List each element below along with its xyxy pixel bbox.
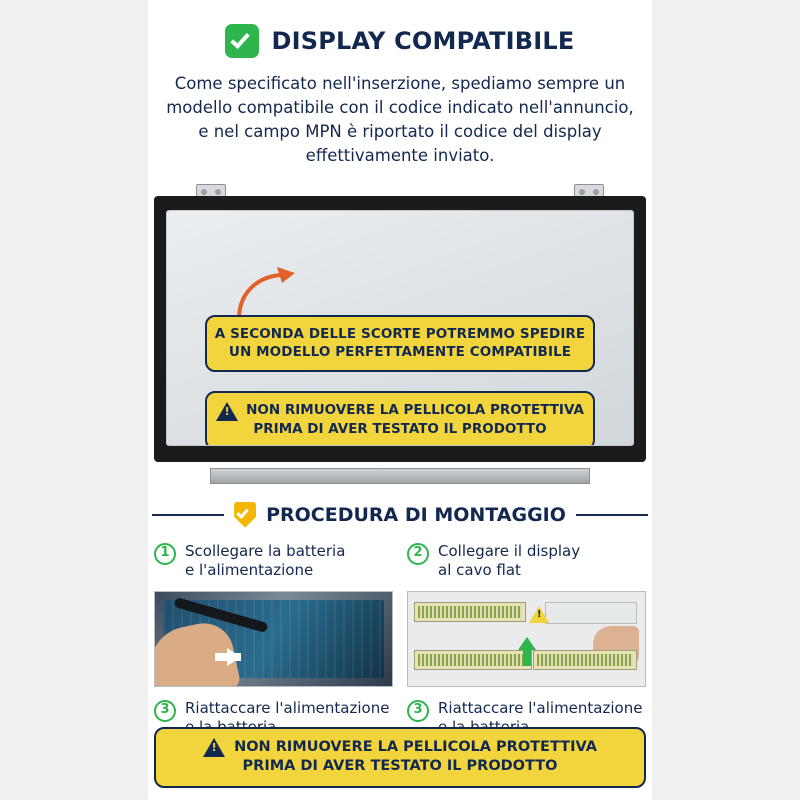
film-notice-line-2: PRIMA DI AVER TESTATO IL PRODOTTO [253, 420, 547, 437]
procedure-heading [152, 502, 648, 528]
panel-bezel [154, 196, 646, 462]
divider-right [576, 514, 648, 516]
footer-line-1: NON RIMUOVERE LA PELLICOLA PROTETTIVA [234, 738, 597, 755]
step-3-right-line-1: Riattaccare l'alimentazione [438, 698, 643, 717]
left-margin-band [0, 0, 148, 800]
film-notice-line-1: NON RIMUOVERE LA PELLICOLA PROTETTIVA [246, 402, 584, 419]
stock-notice-box [205, 315, 595, 373]
step-1-line-1: Scollegare la batteria [185, 541, 346, 560]
step-1-text [185, 542, 345, 581]
stock-notice-line-1: A SECONDA DELLE SCORTE POTREMMO SPEDIRE [214, 325, 586, 342]
right-margin-band [652, 0, 800, 800]
header [148, 24, 652, 58]
step-3-right-number: 3 [407, 700, 429, 722]
intro-line-1: Come specificato nell'inserzione, spediamo sempre un [174, 74, 626, 93]
stock-notice-line-2: UN MODELLO PERFETTAMENTE COMPATIBILE [228, 343, 572, 360]
content-column [148, 0, 652, 800]
green-check-icon [225, 24, 259, 58]
flat-cable-bottom-right-image [533, 650, 637, 670]
intro-line-4: effettivamente inviato. [305, 145, 495, 165]
panel-screen-surface [166, 210, 634, 446]
green-arrow-icon [518, 637, 536, 650]
step-2-number: 2 [407, 543, 429, 565]
intro-paragraph [158, 72, 642, 168]
orange-curved-arrow-icon [233, 263, 303, 323]
flat-cable-bottom-left-image [414, 650, 532, 670]
step-3-left-line-1: Riattaccare l'alimentazione [185, 698, 390, 717]
panel-bottom-strip [210, 468, 590, 484]
shield-check-icon [234, 502, 256, 528]
page-title: DISPLAY COMPATIBILE [271, 27, 575, 55]
step-1 [154, 542, 393, 581]
step-2-line-2: al cavo flat [438, 561, 521, 580]
warning-triangle-icon [216, 402, 238, 421]
footer-warning-banner [154, 727, 646, 788]
connector-top-right-image [545, 602, 637, 624]
step-2-text [438, 542, 580, 581]
photo-warning-triangle-icon [529, 606, 549, 623]
procedure-title: PROCEDURA DI MONTAGGIO [266, 503, 566, 526]
film-notice-box [205, 391, 595, 446]
step-3-left-number: 3 [154, 700, 176, 722]
flat-cable-top-left-image [414, 602, 526, 622]
step-2-line-1: Collegare il display [438, 541, 581, 560]
step-1-column [154, 542, 393, 687]
step-1-photo [154, 591, 393, 687]
footer-line-2: PRIMA DI AVER TESTATO IL PRODOTTO [242, 758, 558, 775]
step-2-column [407, 542, 646, 687]
step-2-photo [407, 591, 646, 687]
intro-line-2: modello compatibile con il codice indicato nell'annuncio, [166, 97, 634, 117]
divider-left [152, 514, 224, 516]
steps-top-row [154, 542, 646, 687]
step-1-number: 1 [154, 543, 176, 565]
step-1-line-2: e l'alimentazione [185, 561, 314, 580]
step-2 [407, 542, 646, 581]
intro-line-3: e nel campo MPN è riportato il codice del display [198, 121, 602, 141]
white-arrow-icon [227, 648, 241, 666]
lcd-panel-illustration [154, 184, 646, 484]
footer-warning-triangle-icon [203, 738, 225, 757]
